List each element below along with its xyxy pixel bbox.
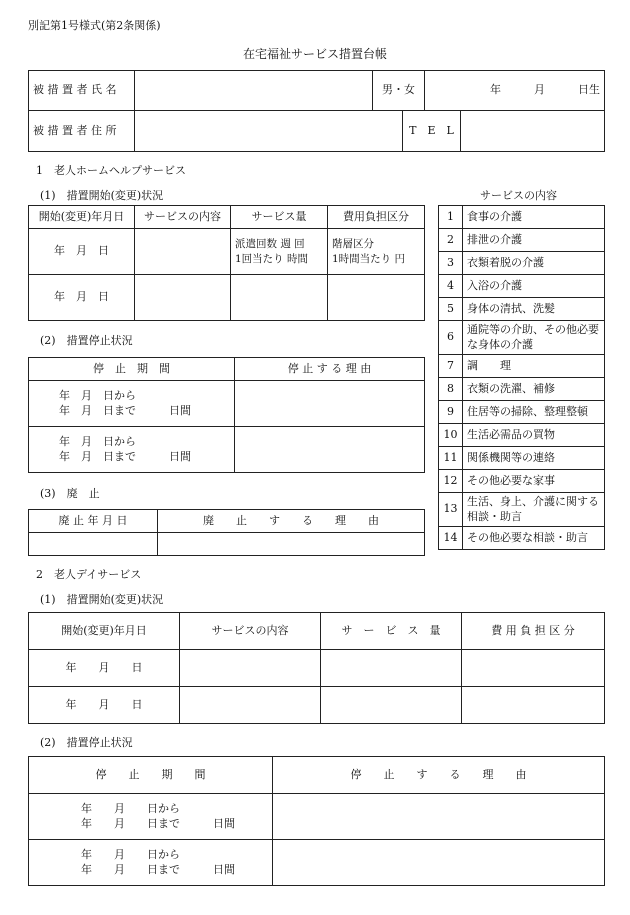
service-no: 4 xyxy=(439,275,463,298)
col-stop-period: 停 止 期 間 xyxy=(29,757,273,794)
tier-text: 階層区分 xyxy=(332,238,374,251)
service-no: 10 xyxy=(439,424,463,447)
section1-sub2-title: (2) 措置停止状況 xyxy=(40,334,133,347)
period-from-text: 年 月 日から xyxy=(81,847,180,861)
tel-label: T E L xyxy=(403,111,461,152)
address-label: 被 措 置 者 住 所 xyxy=(29,111,135,152)
services-list-title: サービスの内容 xyxy=(480,189,557,202)
abolish-date-cell[interactable] xyxy=(29,533,158,556)
service-no: 14 xyxy=(439,527,463,550)
section2-sub2-title: (2) 措置停止状況 xyxy=(40,736,133,749)
col-abolish-date: 廃 止 年 月 日 xyxy=(29,510,158,533)
service-item: 生活必需品の買物 xyxy=(463,424,605,447)
stop-period-cell[interactable] xyxy=(29,794,273,840)
period-from-text: 年 月 日から xyxy=(81,801,180,815)
name-field[interactable] xyxy=(135,71,373,111)
service-no: 3 xyxy=(439,252,463,275)
stop-period-cell[interactable] xyxy=(29,427,235,473)
service-item: 関係機関等の連絡 xyxy=(463,447,605,470)
col-start-date: 開始(変更)年月日 xyxy=(29,613,180,650)
page-title: 在宅福祉サービス措置台帳 xyxy=(242,47,387,61)
service-amount-cell[interactable] xyxy=(321,650,462,687)
address-field[interactable] xyxy=(135,111,403,152)
col-start-date: 開始(変更)年月日 xyxy=(29,206,135,229)
homehelp-abolish-table xyxy=(28,509,425,556)
service-item: その他必要な相談・助言 xyxy=(463,527,605,550)
period-from-text: 年 月 日から xyxy=(59,434,136,448)
dayservice-start-table xyxy=(28,612,605,724)
col-cost-category: 費 用 負 担 区 分 xyxy=(462,613,605,650)
cost-category-cell[interactable] xyxy=(328,229,425,275)
col-service-content: サービスの内容 xyxy=(135,206,231,229)
stop-reason-cell[interactable] xyxy=(235,381,425,427)
col-service-content: サービスの内容 xyxy=(180,613,321,650)
service-content-cell[interactable] xyxy=(135,229,231,275)
birthdate-field[interactable]: 年 月 日生 xyxy=(425,71,605,111)
service-no: 11 xyxy=(439,447,463,470)
name-label: 被 措 置 者 氏 名 xyxy=(29,71,135,111)
service-no: 7 xyxy=(439,355,463,378)
col-stop-reason: 停 止 す る 理 由 xyxy=(235,358,425,381)
service-item: 住居等の掃除、整理整頓 xyxy=(463,401,605,424)
period-to-text: 年 月 日まで 日間 xyxy=(81,862,235,876)
service-item: 生活、身上、介護に関する相談・助言 xyxy=(463,493,605,527)
start-date-cell[interactable]: 年 月 日 xyxy=(29,650,180,687)
homehelp-stop-table xyxy=(28,357,425,473)
service-item: その他必要な家事 xyxy=(463,470,605,493)
section2-sub1-title: (1) 措置開始(変更)状況 xyxy=(40,593,164,606)
service-no: 2 xyxy=(439,229,463,252)
start-date-cell[interactable]: 年 月 日 xyxy=(29,687,180,724)
start-date-cell[interactable]: 年 月 日 xyxy=(29,229,135,275)
hours-per-visit-text: 1回当たり 時間 xyxy=(235,252,309,265)
section2-title: 2 老人デイサービス xyxy=(36,568,142,581)
service-item: 身体の清拭、洗髪 xyxy=(463,298,605,321)
service-content-cell[interactable] xyxy=(180,687,321,724)
service-no: 6 xyxy=(439,321,463,355)
cost-category-cell[interactable] xyxy=(328,275,425,321)
stop-period-cell[interactable] xyxy=(29,840,273,886)
cost-category-cell[interactable] xyxy=(462,687,605,724)
service-content-cell[interactable] xyxy=(135,275,231,321)
abolish-reason-cell[interactable] xyxy=(158,533,425,556)
period-from-text: 年 月 日から xyxy=(59,388,136,402)
period-to-text: 年 月 日まで 日間 xyxy=(81,816,235,830)
service-amount-cell[interactable] xyxy=(231,229,328,275)
service-item: 衣類の洗濯、補修 xyxy=(463,378,605,401)
section1-title: 1 老人ホームヘルプサービス xyxy=(36,164,186,177)
service-no: 12 xyxy=(439,470,463,493)
stop-reason-cell[interactable] xyxy=(273,840,605,886)
service-no: 1 xyxy=(439,206,463,229)
service-item: 排泄の介護 xyxy=(463,229,605,252)
services-list-table xyxy=(438,205,605,550)
service-item: 通院等の介助、その他必要な身体の介護 xyxy=(463,321,605,355)
service-no: 5 xyxy=(439,298,463,321)
service-amount-cell[interactable] xyxy=(321,687,462,724)
col-stop-reason: 停 止 す る 理 由 xyxy=(273,757,605,794)
cost-category-cell[interactable] xyxy=(462,650,605,687)
stop-period-cell[interactable] xyxy=(29,381,235,427)
col-abolish-reason: 廃 止 す る 理 由 xyxy=(158,510,425,533)
stop-reason-cell[interactable] xyxy=(235,427,425,473)
service-no: 8 xyxy=(439,378,463,401)
address-table xyxy=(28,110,605,152)
service-item: 入浴の介護 xyxy=(463,275,605,298)
person-info-table xyxy=(28,70,605,111)
tel-field[interactable] xyxy=(461,111,605,152)
dayservice-stop-table xyxy=(28,756,605,886)
col-service-amount: サービス量 xyxy=(231,206,328,229)
period-to-text: 年 月 日まで 日間 xyxy=(59,449,191,463)
service-item: 衣類着脱の介護 xyxy=(463,252,605,275)
col-service-amount: サ ー ビ ス 量 xyxy=(321,613,462,650)
start-date-cell[interactable]: 年 月 日 xyxy=(29,275,135,321)
form-number-note: 別記第1号様式(第2条関係) xyxy=(28,19,161,32)
service-item: 調 理 xyxy=(463,355,605,378)
section1-sub3-title: (3) 廃 止 xyxy=(40,487,100,500)
service-item: 食事の介護 xyxy=(463,206,605,229)
period-to-text: 年 月 日まで 日間 xyxy=(59,403,191,417)
col-stop-period: 停 止 期 間 xyxy=(29,358,235,381)
homehelp-start-table xyxy=(28,205,425,321)
service-content-cell[interactable] xyxy=(180,650,321,687)
section1-sub1-title: (1) 措置開始(変更)状況 xyxy=(40,189,164,202)
gender-field[interactable]: 男・女 xyxy=(373,71,425,111)
stop-reason-cell[interactable] xyxy=(273,794,605,840)
cost-per-hour-text: 1時間当たり 円 xyxy=(332,252,406,265)
visit-count-text: 派遣回数 週 回 xyxy=(235,238,305,251)
service-amount-cell[interactable] xyxy=(231,275,328,321)
col-cost-category: 費用負担区分 xyxy=(328,206,425,229)
service-no: 13 xyxy=(439,493,463,527)
service-no: 9 xyxy=(439,401,463,424)
